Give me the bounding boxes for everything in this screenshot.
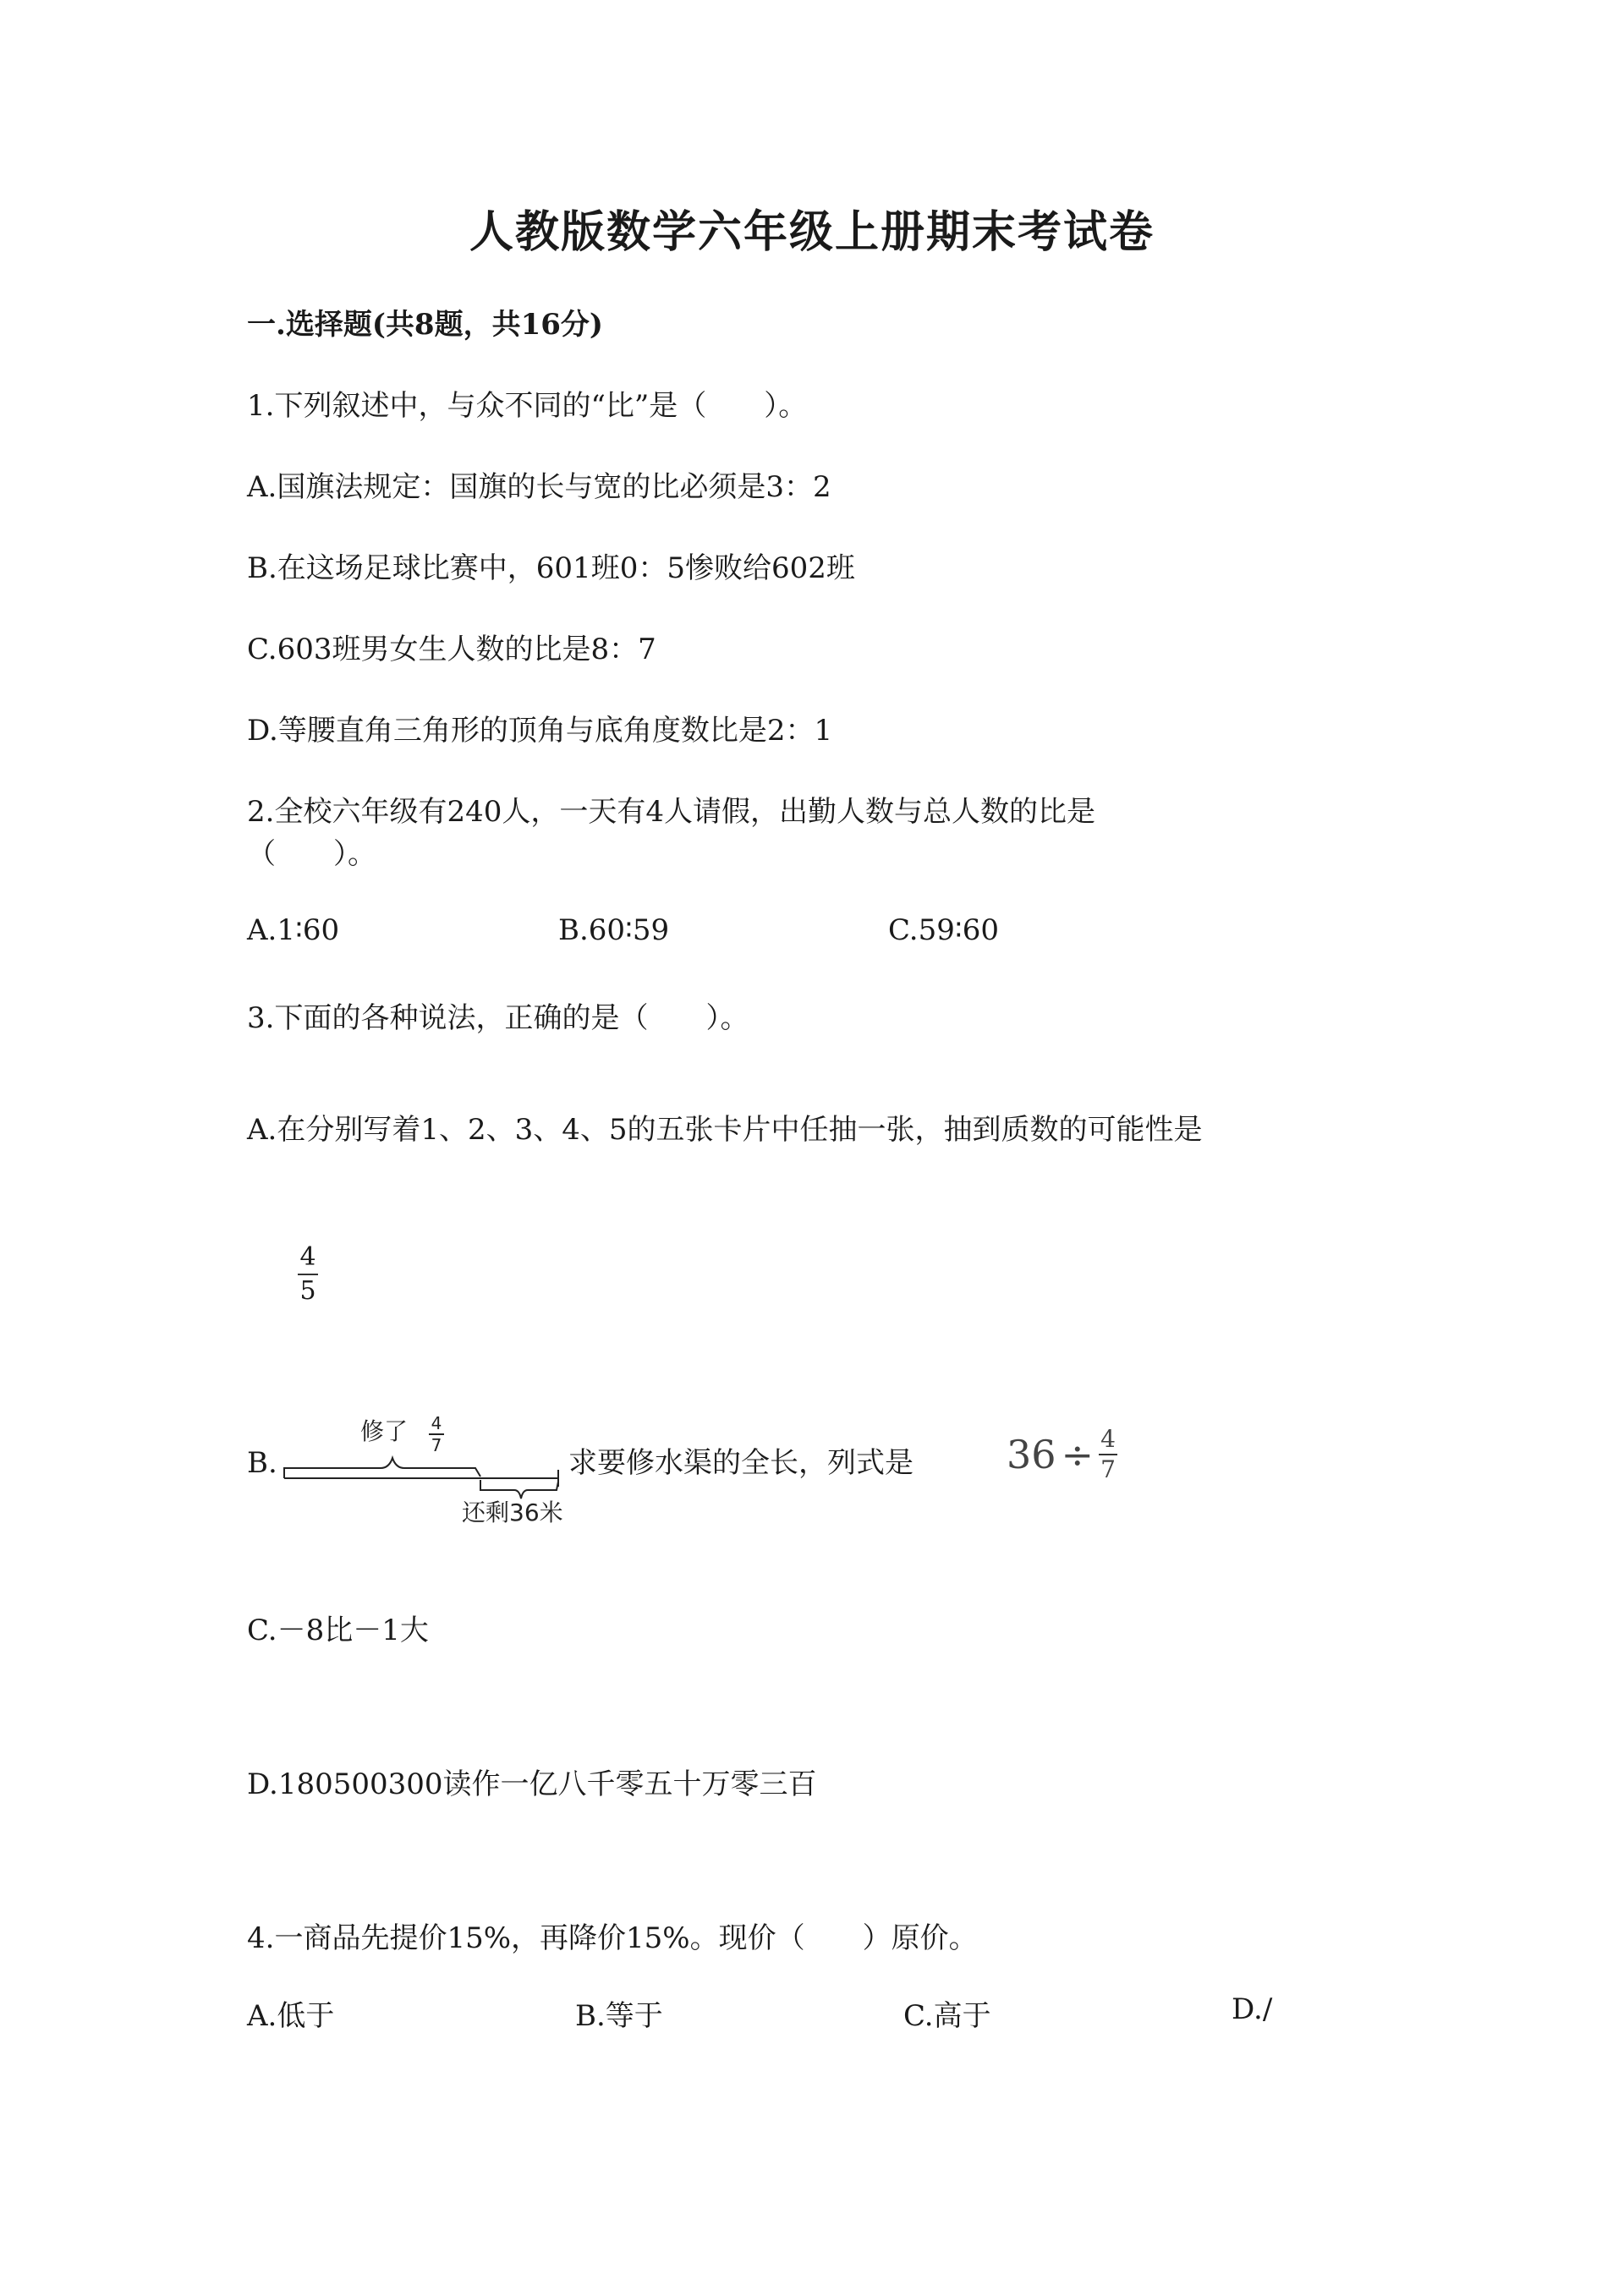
question-3-option-c: C.－8比－1大 [247, 1614, 429, 1647]
remaining-segment-brace [480, 1480, 558, 1499]
question-1-option-a: A.国旗法规定：国旗的长与宽的比必须是3：2 [247, 470, 831, 504]
diagram-fraction-denominator: 7 [431, 1435, 442, 1455]
question-2-stem-cont: （ ）。 [247, 837, 376, 871]
expression-integer: 36 [1007, 1432, 1056, 1477]
expression-fraction [1099, 1427, 1117, 1482]
diagram-label-remaining: 还剩36米 [462, 1499, 563, 1526]
question-3-option-a: A.在分别写着1、2、3、4、5的五张卡片中任抽一张，抽到质数的可能性是 [247, 1113, 1203, 1147]
question-3-option-a-fraction [298, 1242, 318, 1306]
question-3-option-b-text: 求要修水渠的全长，列式是 [568, 1446, 914, 1480]
fraction-numerator: 4 [1100, 1425, 1116, 1453]
question-3-stem: 3.下面的各种说法，正确的是（ ）。 [247, 1001, 749, 1035]
fraction-numerator: 4 [299, 1242, 316, 1272]
canal-diagram [279, 1406, 575, 1532]
question-1-option-c: C.603班男女生人数的比是8：7 [247, 633, 656, 666]
question-2-option-a: A.1∶60 [247, 913, 340, 947]
question-1-stem: 1.下列叙述中，与众不同的“比”是（ ）。 [247, 389, 808, 423]
page-title: 人教版数学六年级上册期末考试卷 [469, 206, 1155, 258]
fraction-denominator: 5 [299, 1276, 316, 1306]
question-3-option-d: D.180500300读作一亿八千零五十万零三百 [247, 1767, 817, 1801]
fraction-bar [298, 1274, 318, 1275]
fraction-denominator: 7 [1100, 1455, 1116, 1483]
question-4-stem: 4.一商品先提价15%，再降价15%。现价（ ）原价。 [247, 1921, 978, 1955]
question-2-stem: 2.全校六年级有240人，一天有4人请假，出勤人数与总人数的比是 [247, 795, 1095, 829]
question-4-option-c: C.高于 [903, 1999, 991, 2033]
question-2-option-c: C.59∶60 [888, 913, 999, 947]
question-3-option-b-label: B. [247, 1446, 277, 1480]
expression-operator: ÷ [1061, 1432, 1095, 1477]
section-heading: 一.选择题(共8题，共16分) [247, 308, 603, 342]
diagram-label-repaired: 修了 [360, 1417, 409, 1445]
question-3-option-b-expression [1007, 1427, 1117, 1482]
diagram-fraction-numerator: 4 [431, 1413, 442, 1433]
question-1-option-d: D.等腰直角三角形的顶角与底角度数比是2：1 [247, 714, 833, 748]
question-4-option-a: A.低于 [247, 1999, 335, 2033]
repaired-segment-brace [284, 1458, 480, 1478]
question-2-option-b: B.60∶59 [558, 913, 670, 947]
question-1-option-b: B.在这场足球比赛中，601班0：5惨败给602班 [247, 551, 855, 585]
question-4-option-d: D./ [1232, 1992, 1273, 2026]
question-4-option-b: B.等于 [575, 1999, 663, 2033]
